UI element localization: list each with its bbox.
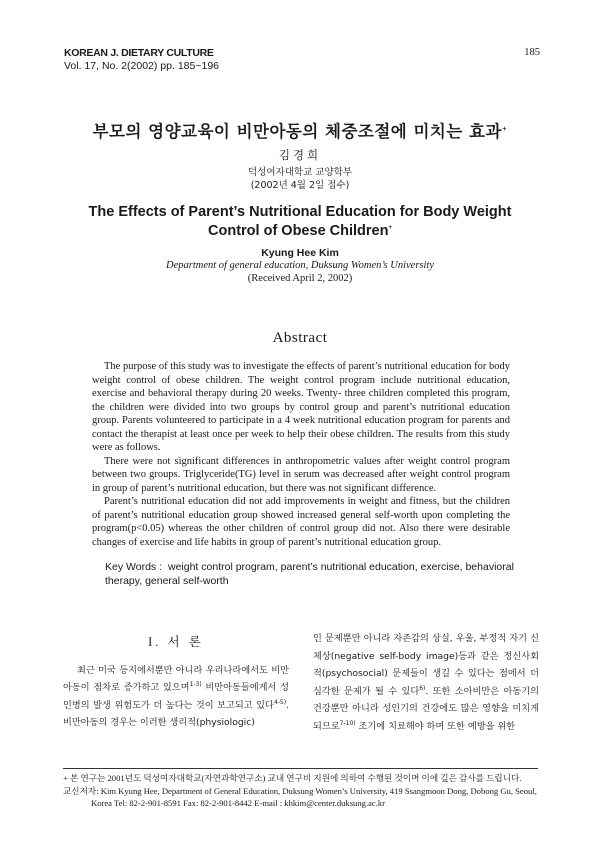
journal-name: KOREAN J. DIETARY CULTURE: [64, 47, 214, 59]
intro-text: 인 문제뿐만 아니라 자존감의 상실, 우울, 부정적 자기 신체상(negative self-body image)등과 같은 정신사회적(psychosocial) 문제들이 생길 수 있다는 점에서 더 심각한 문제가 될 수 있다: [313, 633, 539, 697]
english-affiliation: Department of general education, Duksung Women’s University: [165, 260, 434, 271]
english-title-line2: Control of Obese Children: [208, 223, 389, 239]
english-title-mark: +: [388, 225, 392, 232]
abstract-heading: Abstract: [272, 330, 328, 346]
intro-text: 최근 미국 등지에서뿐만 아니라 우리나라에서도 비만아동이 점차로 증가하고 있으며: [63, 664, 289, 693]
intro-text: . 또한 소아비만은 아동기의 건강뿐만 아니라 성인기의 건강에도 많은 영향을 미치게 되므로: [313, 685, 540, 732]
footnote-divider: [63, 768, 538, 769]
abstract-paragraph: Parent’s nutritional education did not add improvements in weight and fitness, but the children of parent’s nutritional education group showed increased general self-worth upon completing the program(p<0.05) whereas the other children of control group did not. Also there were desirable changes of exercise and life habits in group of parent’s nutritional education group.: [92, 496, 510, 548]
korean-author: 김경희: [278, 148, 322, 162]
english-title-line2-wrap: [0, 222, 600, 241]
abstract-paragraph: There were not significant differences in anthropometric values after weight control program between two groups. Triglyceride(TG) level in serum was decreased after weight control program in group of parent’s nutritional education, but there was not significant difference.: [92, 455, 510, 494]
abstract-body: [92, 360, 510, 549]
abstract-paragraph: The purpose of this study was to investigate the effects of parent’s nutritional education for body weight control of obese children. The weight control program include nutritional education, exercise and behavioral therapy during 20 weeks. Twenty- three children completed this program, the children were divided into two groups by control group and parent’s nutritional education group. Parents volunteered to participate in a 4 week nutritional education program for parents and contact the therapist at least once per week to help their obese children. The results from this study were as follows.: [92, 361, 510, 453]
korean-title-text: 부모의 영양교육이 비만아동의 체중조절에 미치는 효과: [92, 122, 502, 141]
english-author: Kyung Hee Kim: [261, 247, 339, 259]
journal-citation: Vol. 17, No. 2(2002) pp. 185~196: [64, 60, 219, 72]
citation-ref: 4-5): [273, 698, 287, 706]
body-column-right: [313, 630, 539, 735]
english-title: [0, 203, 600, 241]
footnotes: [63, 772, 543, 810]
title-mark: +: [501, 125, 508, 133]
intro-paragraph-left: [63, 662, 289, 732]
page-number: 185: [524, 47, 540, 58]
intro-paragraph-right: [313, 630, 539, 735]
body-column-left: [63, 630, 289, 732]
footnote-corresponding-author: 교신저자: Kim Kyung Hee, Department of General Education, Duksung Women’s University, 419 Ssangmoon Dong, Dobong Gu, Seoul,: [63, 785, 537, 796]
keywords-label: Key Words :: [105, 561, 162, 573]
citation-ref: 1-3): [189, 680, 202, 688]
intro-text: . 비만아동의 경우는 이러한 생리적(physiologic): [63, 699, 289, 728]
korean-affiliation: 덕성여자대학교 교양학부: [248, 167, 352, 178]
footnote-contact: Korea Tel: 82-2-901-8591 Fax: 82-2-901-8442 E-mail : khkim@center.duksung.ac.kr: [91, 798, 386, 808]
journal-header: [64, 47, 219, 73]
keywords-text: weight control program, parent’s nutritional education, exercise, behavioral therapy, general self-worth: [105, 561, 514, 587]
korean-received-date: (2002년 4월 2일 접수): [250, 180, 350, 191]
citation-ref: 7-10): [339, 719, 356, 727]
intro-text: 비만아동들에게서 성인병의 발생 위험도가 더 높다는 것이 보고되고 있다: [63, 682, 290, 711]
keywords: [105, 560, 515, 588]
section-heading-introduction: I. 서 론: [148, 635, 204, 649]
citation-ref: 6): [419, 684, 426, 692]
footnote-funding: + 본 연구는 2001년도 덕성여자대학교(자연과학연구소) 교내 연구비 지원에 의하여 수행된 것이며 이에 깊은 감사를 드립니다.: [63, 773, 522, 783]
english-received-date: (Received April 2, 2002): [247, 273, 353, 284]
intro-text: 조기에 치료해야 하며 또한 예방을 위한: [355, 720, 516, 732]
korean-title: [0, 118, 600, 142]
english-title-line1: The Effects of Parent’s Nutritional Education for Body Weight: [88, 204, 512, 220]
